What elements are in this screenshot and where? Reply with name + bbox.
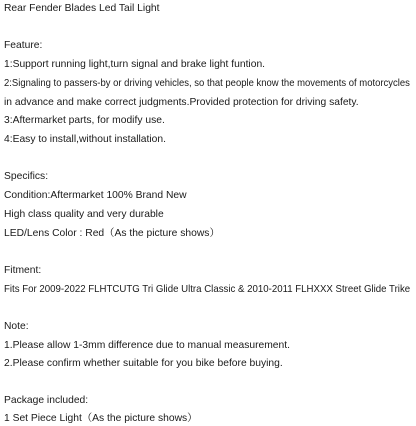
specifics-heading: Specifics: (4, 171, 49, 182)
fitment-line-1: Fits For 2009-2022 FLHTCUTG Tri Glide Ultra Classic & 2010-2011 FLHXXX Street Glide Trike (4, 284, 411, 295)
note-line-1: 1.Please allow 1-3mm difference due to manual measurement. (4, 340, 290, 351)
feature-line-3: 3:Aftermarket parts, for modify use. (4, 115, 165, 126)
feature-heading: Feature: (4, 40, 43, 51)
fitment-heading: Fitment: (4, 265, 42, 276)
package-line-1: 1 Set Piece Light（As the picture shows） (4, 413, 198, 424)
note-line-2: 2.Please confirm whether suitable for you bike before buying. (4, 358, 283, 369)
note-heading: Note: (4, 321, 29, 332)
feature-line-2-cont: in advance and make correct judgments.Provided protection for driving safety. (4, 97, 359, 108)
specifics-line-1: Condition:Aftermarket 100% Brand New (4, 190, 187, 201)
feature-line-1: 1:Support running light,turn signal and brake light funtion. (4, 59, 266, 70)
package-heading: Package included: (4, 395, 89, 406)
page-title: Rear Fender Blades Led Tail Light (4, 3, 160, 14)
feature-line-2: 2:Signaling to passers-by or driving vehicles, so that people know the movements of motorcycles (4, 78, 410, 89)
specifics-line-2: High class quality and very durable (4, 209, 164, 220)
specifics-line-3: LED/Lens Color : Red（As the picture shows） (4, 228, 220, 239)
feature-line-4: 4:Easy to install,without installation. (4, 134, 166, 145)
